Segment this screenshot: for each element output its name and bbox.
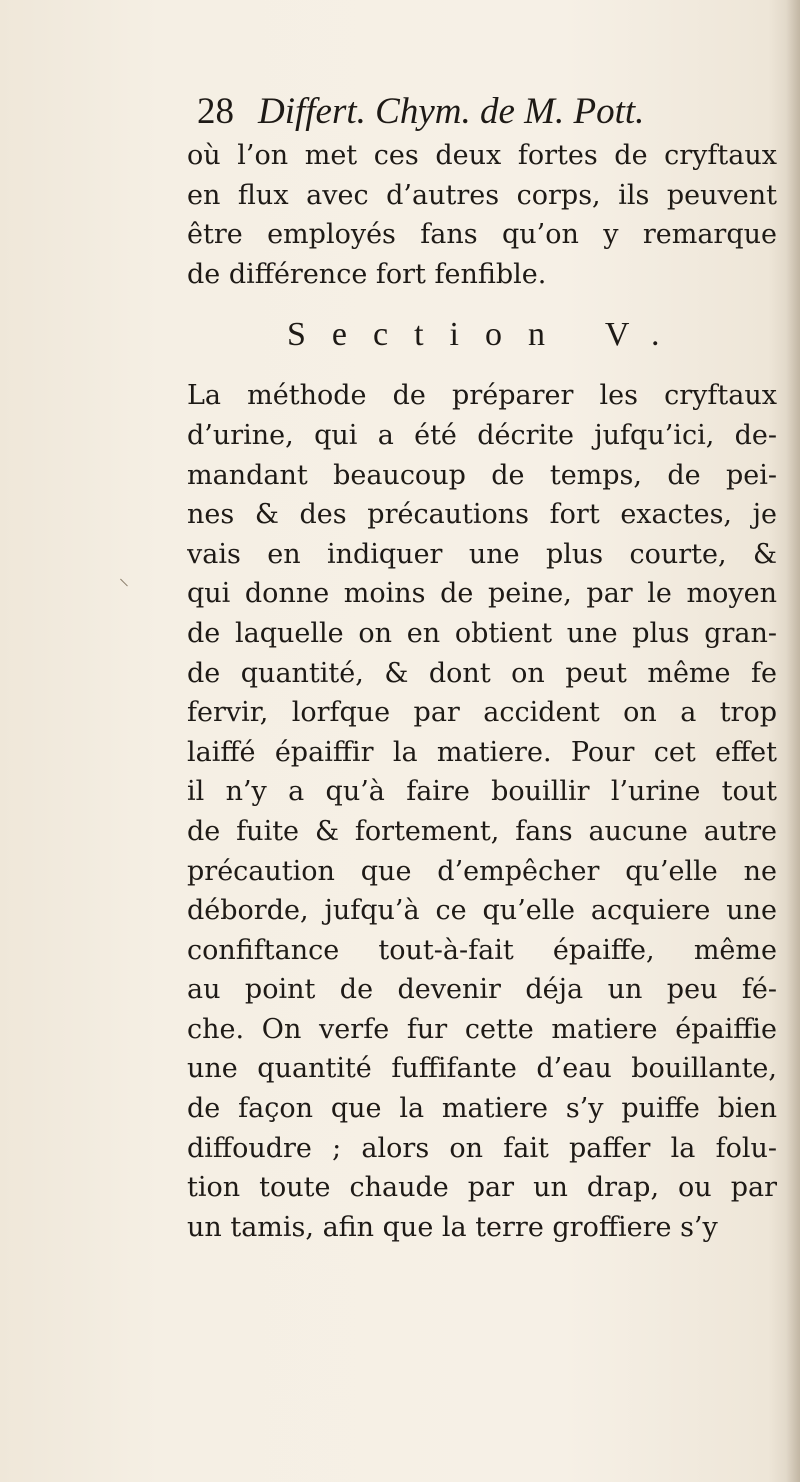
text-block: [187, 88, 777, 1247]
text-line: diffoudre ; alors on fait paffer la folu-: [187, 1132, 777, 1164]
text-line: où l’on met ces deux fortes de cryftaux: [187, 140, 777, 171]
text-line: de quantité, & dont on peut même fe: [187, 657, 777, 689]
text-line: laiffé épaiffir la matiere. Pour cet effet: [187, 736, 777, 768]
text-line: de différence fort fenfible.: [187, 258, 547, 290]
page-number: 28: [197, 91, 234, 132]
text-line: che. On verfe fur cette matiere épaiffie: [187, 1013, 777, 1045]
page-edge-shadow: [786, 0, 800, 1482]
text-line: tion toute chaude par un drap, ou par: [187, 1172, 777, 1204]
margin-mark: [120, 572, 135, 587]
text-line: une quantité fuffifante d’eau bouillante,: [187, 1053, 777, 1085]
running-head: [197, 88, 777, 136]
text-line: de façon que la matiere s’y puiffe bien: [187, 1093, 777, 1125]
text-line: être employés fans qu’on y remarque: [187, 219, 777, 251]
text-line: d’urine, qui a été décrite jufqu’ici, de-: [187, 419, 777, 451]
paragraph-continuation: [187, 136, 777, 294]
text-line: déborde, jufqu’à ce qu’elle acquiere une: [187, 895, 777, 927]
text-line: de laquelle on en obtient une plus gran-: [187, 617, 777, 649]
text-line: La méthode de préparer les cryftaux: [187, 380, 777, 412]
paragraph-section-v: [187, 376, 777, 1247]
text-line: de fuite & fortement, fans aucune autre: [187, 815, 777, 847]
text-line: précaution que d’empêcher qu’elle ne: [187, 855, 777, 887]
text-line: mandant beaucoup de temps, de pei-: [187, 459, 777, 491]
running-title: Differt. Chym. de M. Pott.: [258, 91, 645, 132]
section-heading: Section V.: [287, 316, 686, 354]
text-line: un tamis, afin que la terre groffiere s’y: [187, 1211, 718, 1243]
text-line: en flux avec d’autres corps, ils peuvent: [187, 179, 777, 211]
text-line: nes & des précautions fort exactes, je: [187, 499, 777, 531]
text-line: il n’y a qu’à faire bouillir l’urine tout: [187, 776, 777, 808]
text-line: fervir, lorfque par accident on a trop: [187, 697, 777, 729]
text-line: confiftance tout-à-fait épaiffe, même: [187, 934, 777, 966]
text-line: qui donne moins de peine, par le moyen: [187, 578, 777, 610]
text-line: vais en indiquer une plus courte, &: [187, 538, 777, 570]
text-line: au point de devenir déja un peu fé-: [187, 974, 777, 1006]
